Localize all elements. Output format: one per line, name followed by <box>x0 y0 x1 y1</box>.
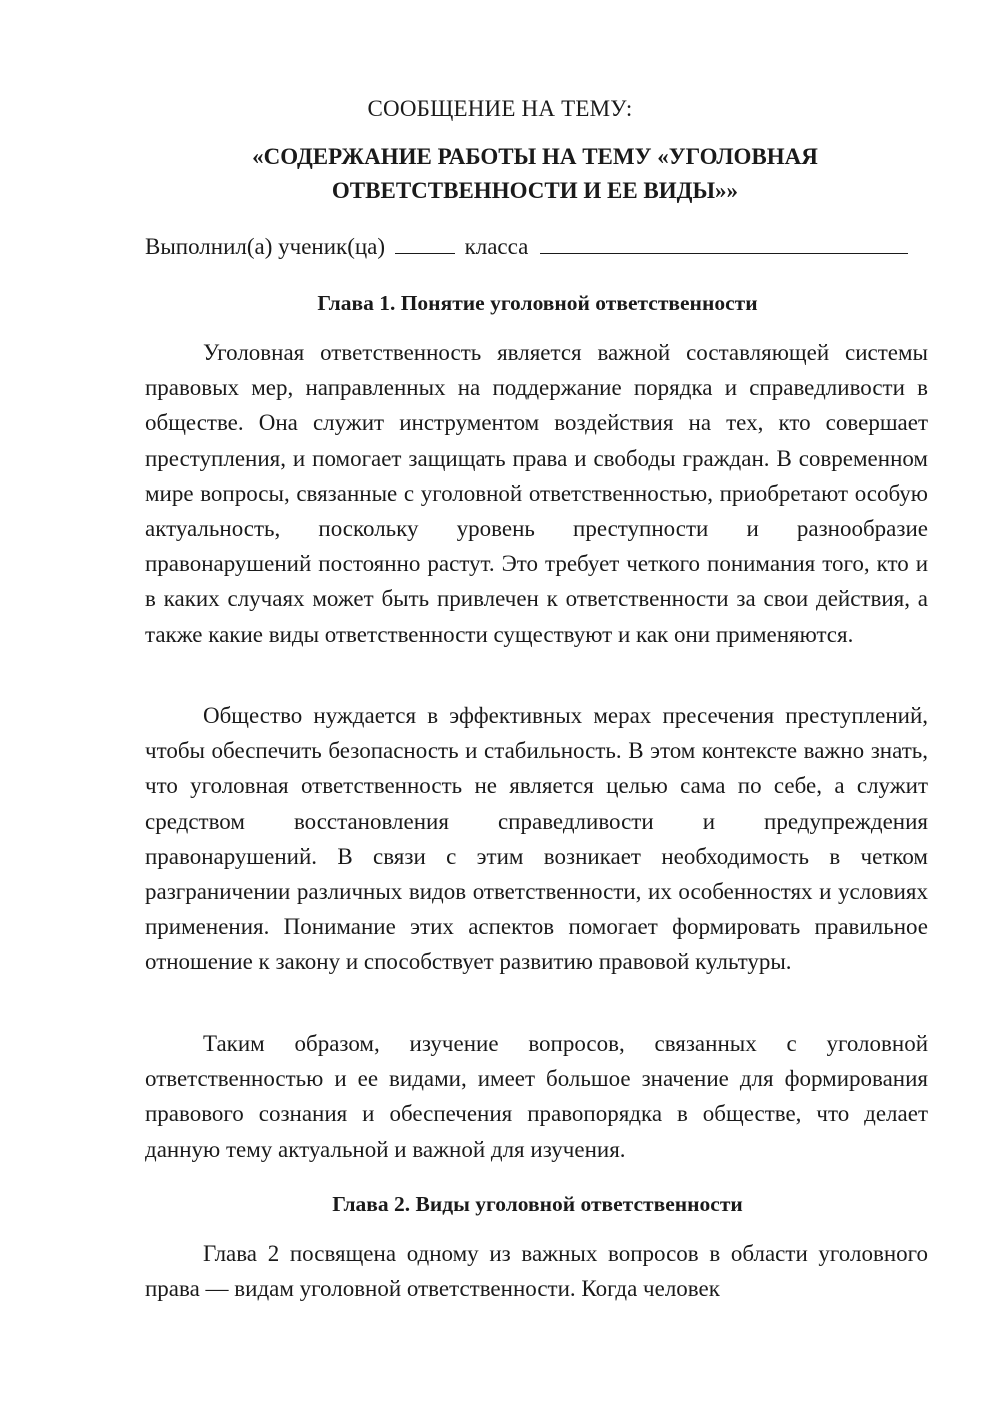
chapter-1-paragraph-1: Уголовная ответственность является важной составляющей системы правовых мер, направленных на поддержание порядка и справедливости в обществе. Она служит инструментом воздействия на тех, кто совершает преступления, и помогает защищать права и свободы граждан. В современном мире вопросы, связанные с уголовной ответственностью, приобретают особую актуальность, поскольку уровень преступности и разнообразие правонарушений постоянно растут. Это требует четкого понимания того, кто и в каких случаях может быть привлечен к ответственности за свои действия, а также какие виды ответственности существуют и как они применяются. <box>145 340 928 647</box>
chapter-1-paragraph-2: Общество нуждается в эффективных мерах пресечения преступлений, чтобы обеспечить безопасность и стабильность. В этом контексте важно знать, что уголовная ответственность не является целью сама по себе, а служит средством восстановления справедливости и предупреждения правонарушений. В связи с этим возникает необходимость в четком разграничении различных видов ответственности, их особенностях и условиях применения. Понимание этих аспектов помогает формировать правильное отношение к закону и способствует развитию правовой культуры. <box>145 703 928 975</box>
document-subtitle: «СОДЕРЖАНИЕ РАБОТЫ НА ТЕМУ «УГОЛОВНАЯ ОТВЕТСТВЕННОСТИ И ЕЕ ВИДЫ»» <box>252 144 818 203</box>
author-label: Выполнил(а) ученик(ца) <box>145 234 386 259</box>
document-title: СООБЩЕНИЕ НА ТЕМУ: <box>367 96 633 121</box>
chapter-1-heading: Глава 1. Понятие уголовной ответственности <box>317 291 758 315</box>
name-blank <box>540 233 908 254</box>
grade-blank <box>395 233 455 254</box>
class-label: класса <box>464 234 529 259</box>
author-line <box>145 231 908 263</box>
chapter-1-paragraph-3: Таким образом, изучение вопросов, связанных с уголовной ответственностью и ее видами, имеет большое значение для формирования правового сознания и обеспечения правопорядка в обществе, что делает данную тему актуальной и важной для изучения. <box>145 1031 928 1162</box>
chapter-2-heading: Глава 2. Виды уголовной ответственности <box>332 1192 743 1216</box>
chapter-2-paragraph-1: Глава 2 посвящена одному из важных вопросов в области уголовного права — видам уголовной ответственности. Когда человек <box>145 1241 928 1302</box>
